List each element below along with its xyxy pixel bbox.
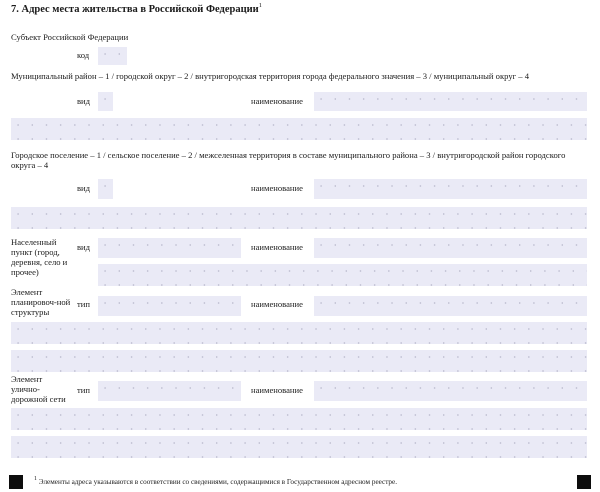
footnote-text: Элементы адреса указываются в соответствии со сведениями, содержащимися в Государственном адресном реестре. [38,478,397,486]
locality-label: Населенный пункт (город, деревня, село и прочее) [11,237,68,277]
subject-heading: Субъект Российской Федерации [11,32,129,42]
street-name-label: наименование [251,385,303,395]
street-name-field-line3[interactable] [11,436,587,458]
footnote [34,478,397,486]
settlement-name-field-line2[interactable] [11,207,587,229]
locality-type-label: вид [77,242,91,252]
footnote-ref: 1 [258,2,262,9]
planning-name-label: наименование [251,299,303,309]
locality-name-label: наименование [251,242,303,252]
locality-name-field-line2[interactable] [98,264,587,286]
planning-name-field-line1[interactable] [314,296,587,316]
planning-name-field-line3[interactable] [11,350,587,372]
municipal-name-field-line2[interactable] [11,118,587,140]
subject-code-field[interactable] [98,47,127,65]
municipal-type-label: вид [77,96,91,106]
municipal-name-label: наименование [251,96,303,106]
alignment-marker-left [9,475,23,489]
street-label: Элемент улично-дорожной сети [11,374,66,404]
municipal-type-field[interactable] [98,92,113,111]
locality-type-field[interactable] [98,238,241,258]
settlement-type-field[interactable] [98,179,113,199]
municipal-name-field-line1[interactable] [314,92,587,111]
settlement-type-label: вид [77,183,91,193]
footnote-number: 1 [34,476,37,482]
section-title-text: 7. Адрес места жительства в Российской Федерации [11,4,259,15]
planning-name-field-line2[interactable] [11,322,587,344]
settlement-heading: Городское поселение – 1 / сельское поселение – 2 / межселенная территория в составе муниципального района – 3 / внутригородской район городского округа – 4 [11,150,566,170]
section-title [11,4,262,15]
street-name-field-line1[interactable] [314,381,587,401]
planning-type-label: тип [77,299,90,309]
planning-label: Элемент планировоч-ной структуры [11,287,71,317]
locality-name-field-line1[interactable] [314,238,587,258]
street-type-field[interactable] [98,381,241,401]
settlement-name-label: наименование [251,183,303,193]
settlement-name-field-line1[interactable] [314,179,587,199]
planning-type-field[interactable] [98,296,241,316]
municipal-heading: Муниципальный район – 1 / городской округ – 2 / внутригородская территория города федерального значения – 3 / муниципальный округ – 4 [11,71,530,81]
subject-code-label: код [77,50,90,60]
street-name-field-line2[interactable] [11,408,587,430]
alignment-marker-right [577,475,591,489]
street-type-label: тип [77,385,90,395]
